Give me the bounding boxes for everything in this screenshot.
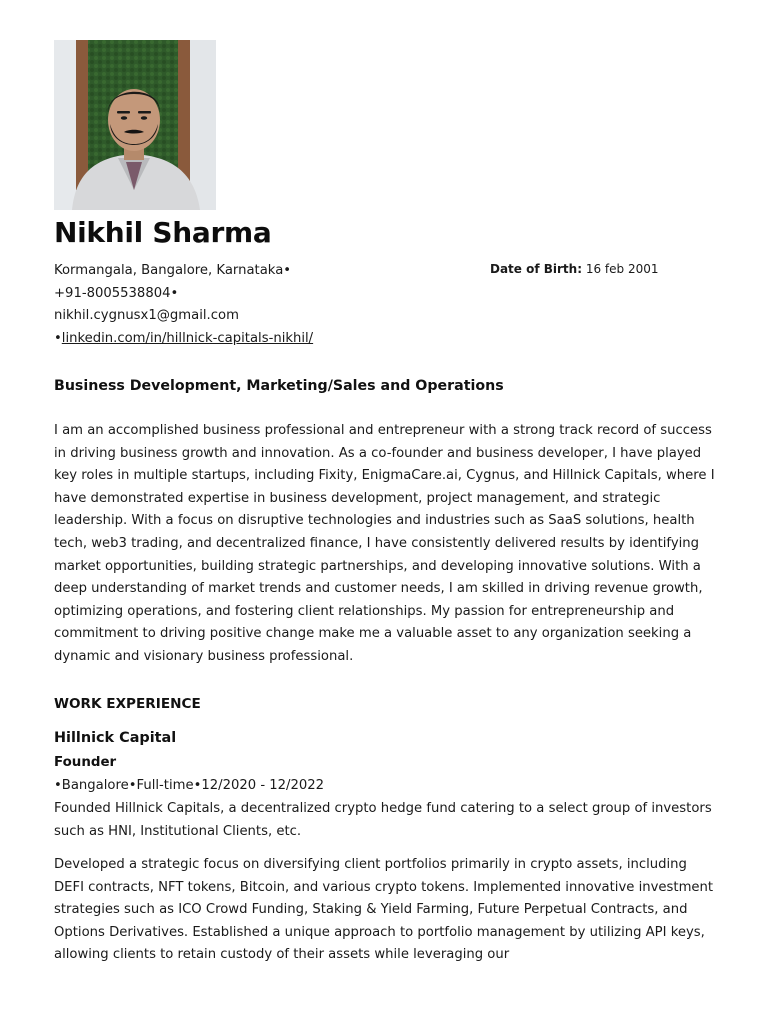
job-meta: •Bangalore•Full-time•12/2020 - 12/2022 — [54, 778, 325, 793]
phone-text: +91-8005538804• — [54, 285, 179, 301]
linkedin-link[interactable]: linkedin.com/in/hillnick-capitals-nikhil/ — [61, 330, 314, 346]
email-text: nikhil.cygnusx1@gmail.com — [54, 308, 239, 324]
linkedin-bullet: • — [54, 330, 62, 346]
job-description-1: Founded Hillnick Capitals, a decentralized crypto hedge fund catering to a select group of investors such as HNI, Institutional Clients, etc. — [54, 801, 712, 839]
job-role: Founder — [54, 755, 117, 770]
work-experience-heading: WORK EXPERIENCE — [54, 696, 201, 712]
location-text: Kormangala, Bangalore, Karnataka• — [54, 263, 292, 278]
job-description-2: Developed a strategic focus on diversifying client portfolios primarily in crypto assets, including DEFI contracts, NFT tokens, Bitcoin, and various crypto tokens. Implemented innovative investment strategies such as ICO Crowd Funding, Staking & Yield Farming, Future Perpetual Contracts, and Options Derivatives. Established a unique approach to portfolio management by utilizing API keys, allowing clients to retain custody of their assets while leveraging our — [54, 857, 714, 963]
profile-summary: I am an accomplished business professional and entrepreneur with a strong track record of success in driving business growth and innovation. As a co-founder and business developer, I have played key roles in multiple startups, including Fixity, EnigmaCare.ai, Cygnus, and Hillnick Capitals, where I have demonstrated expertise in business development, project management, and strategic leadership. With a focus on disruptive technologies and industries such as SaaS solutions, health tech, web3 trading, and decentralized finance, I have consistently delivered results by identifying market opportunities, building strategic partnerships, and developing innovative solutions. With a deep understanding of market trends and customer needs, I am skilled in driving revenue growth, optimizing operations, and fostering client relationships. My passion for entrepreneurship and commitment to driving positive change make me a valuable asset to any organization seeking a dynamic and visionary business professional. — [54, 423, 715, 664]
dob-label: Date of Birth: — [490, 262, 583, 276]
linkedin-line — [54, 328, 313, 351]
candidate-name: Nikhil Sharma — [54, 216, 272, 249]
dob-value: 16 feb 2001 — [582, 262, 659, 276]
company-name: Hillnick Capital — [54, 730, 177, 746]
professional-headline: Business Development, Marketing/Sales and Operations — [54, 378, 504, 394]
contact-info — [54, 260, 313, 350]
profile-photo — [54, 40, 216, 210]
date-of-birth — [490, 262, 659, 276]
